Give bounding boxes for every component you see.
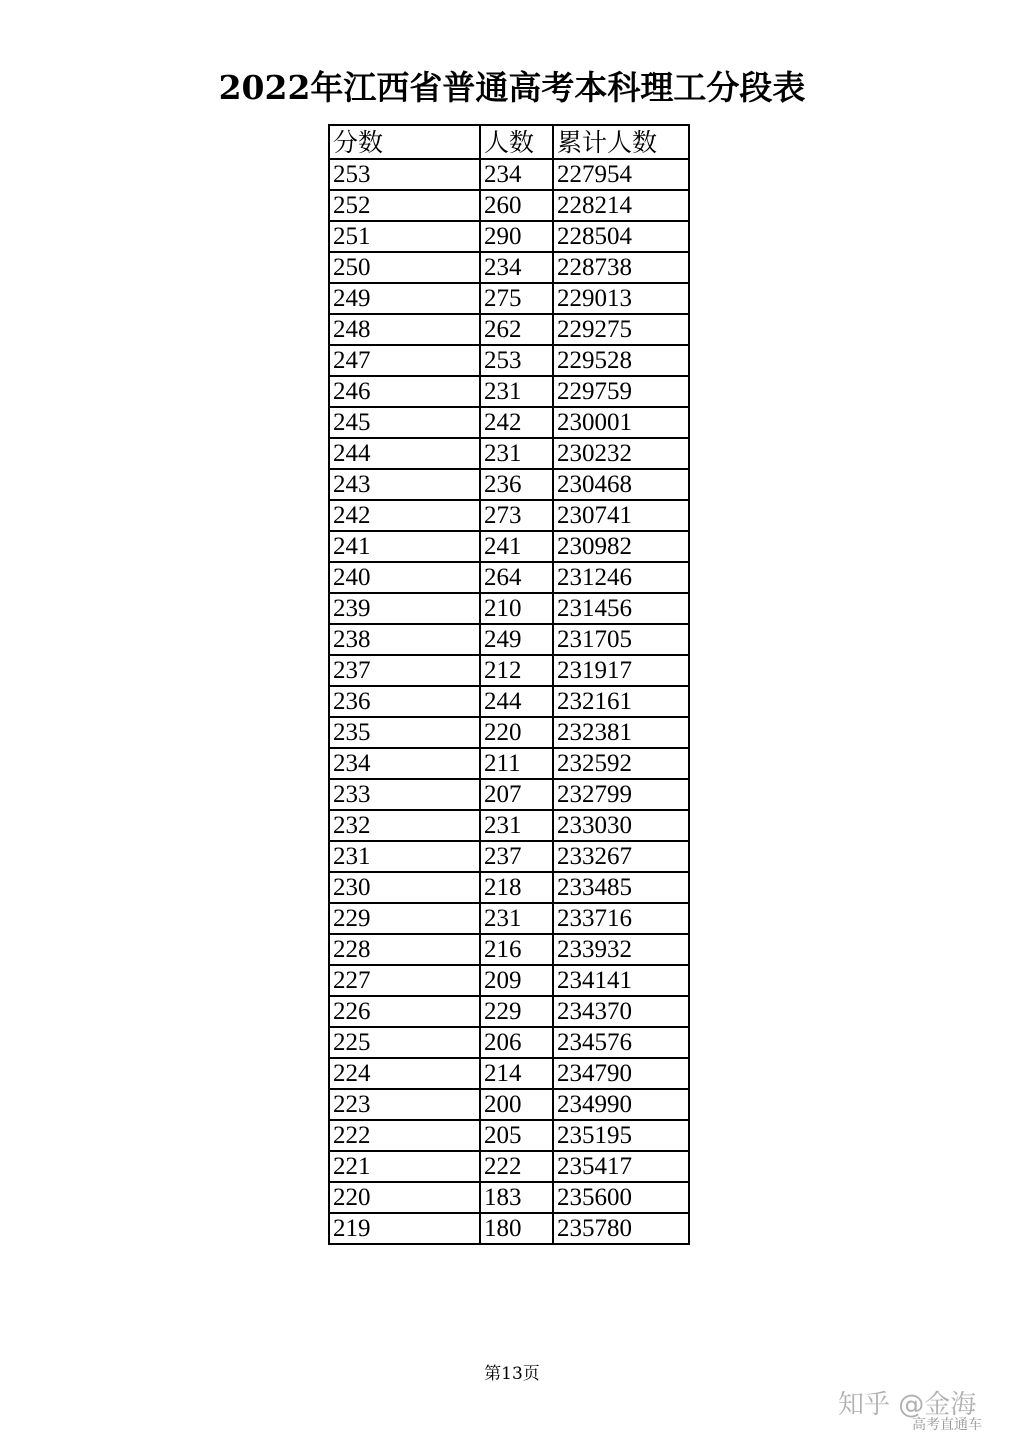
cell-cumulative: 233030 [553,810,689,841]
cell-score: 250 [329,252,480,283]
cell-count: 222 [480,1151,553,1182]
cell-count: 229 [480,996,553,1027]
cell-score: 228 [329,934,480,965]
cell-score: 234 [329,748,480,779]
cell-score: 253 [329,159,480,190]
cell-score: 226 [329,996,480,1027]
cell-cumulative: 232799 [553,779,689,810]
cell-cumulative: 233716 [553,903,689,934]
cell-cumulative: 230232 [553,438,689,469]
cell-cumulative: 231246 [553,562,689,593]
table-row [329,779,689,810]
cell-count: 231 [480,438,553,469]
cell-count: 209 [480,965,553,996]
table-row [329,1089,689,1120]
cell-cumulative: 233485 [553,872,689,903]
table-row [329,965,689,996]
table-row [329,1182,689,1213]
table-row [329,996,689,1027]
table-row [329,376,689,407]
table-row [329,345,689,376]
cell-count: 260 [480,190,553,221]
cell-score: 235 [329,717,480,748]
cell-cumulative: 228504 [553,221,689,252]
page-number: 第13页 [484,1364,540,1384]
cell-score: 229 [329,903,480,934]
table-row [329,314,689,345]
cell-count: 275 [480,283,553,314]
table-row [329,841,689,872]
cell-count: 231 [480,810,553,841]
table-row [329,283,689,314]
header-cumulative: 累计人数 [553,125,689,159]
table-row [329,717,689,748]
cell-cumulative: 234790 [553,1058,689,1089]
cell-cumulative: 235780 [553,1213,689,1244]
cell-score: 240 [329,562,480,593]
cell-count: 234 [480,159,553,190]
cell-score: 238 [329,624,480,655]
cell-cumulative: 232592 [553,748,689,779]
cell-cumulative: 234576 [553,1027,689,1058]
cell-score: 246 [329,376,480,407]
watermark-sub-text: 高考直通车 [912,1417,982,1433]
cell-score: 248 [329,314,480,345]
cell-count: 264 [480,562,553,593]
table-row [329,407,689,438]
cell-count: 207 [480,779,553,810]
cell-count: 210 [480,593,553,624]
cell-cumulative: 235417 [553,1151,689,1182]
table-row [329,748,689,779]
cell-cumulative: 227954 [553,159,689,190]
cell-count: 206 [480,1027,553,1058]
cell-count: 241 [480,531,553,562]
cell-cumulative: 229759 [553,376,689,407]
cell-count: 216 [480,934,553,965]
cell-count: 262 [480,314,553,345]
table-row [329,252,689,283]
cell-count: 220 [480,717,553,748]
cell-cumulative: 235600 [553,1182,689,1213]
cell-count: 211 [480,748,553,779]
cell-score: 224 [329,1058,480,1089]
cell-score: 233 [329,779,480,810]
cell-cumulative: 229013 [553,283,689,314]
cell-count: 273 [480,500,553,531]
cell-score: 242 [329,500,480,531]
table-row [329,438,689,469]
cell-cumulative: 230468 [553,469,689,500]
cell-count: 183 [480,1182,553,1213]
cell-cumulative: 232161 [553,686,689,717]
table-header-row [329,125,689,159]
cell-count: 205 [480,1120,553,1151]
table-row [329,500,689,531]
cell-cumulative: 235195 [553,1120,689,1151]
table-row [329,593,689,624]
cell-cumulative: 233267 [553,841,689,872]
cell-score: 244 [329,438,480,469]
cell-score: 223 [329,1089,480,1120]
table-row [329,872,689,903]
cell-cumulative: 228214 [553,190,689,221]
table-row [329,221,689,252]
cell-score: 249 [329,283,480,314]
cell-cumulative: 231705 [553,624,689,655]
cell-count: 214 [480,1058,553,1089]
table-row [329,159,689,190]
cell-count: 212 [480,655,553,686]
cell-cumulative: 229528 [553,345,689,376]
cell-score: 232 [329,810,480,841]
table-row [329,1027,689,1058]
cell-score: 222 [329,1120,480,1151]
cell-cumulative: 231456 [553,593,689,624]
table-row [329,624,689,655]
cell-cumulative: 230001 [553,407,689,438]
cell-cumulative: 234370 [553,996,689,1027]
table-row [329,1151,689,1182]
cell-count: 234 [480,252,553,283]
cell-score: 227 [329,965,480,996]
table-row [329,469,689,500]
cell-score: 243 [329,469,480,500]
cell-score: 247 [329,345,480,376]
table-row [329,1213,689,1244]
cell-score: 221 [329,1151,480,1182]
cell-score: 219 [329,1213,480,1244]
cell-cumulative: 228738 [553,252,689,283]
cell-cumulative: 234990 [553,1089,689,1120]
cell-score: 225 [329,1027,480,1058]
cell-cumulative: 232381 [553,717,689,748]
cell-count: 231 [480,903,553,934]
cell-score: 236 [329,686,480,717]
header-count: 人数 [480,125,553,159]
cell-count: 200 [480,1089,553,1120]
table-row [329,1120,689,1151]
cell-cumulative: 229275 [553,314,689,345]
cell-score: 230 [329,872,480,903]
cell-count: 253 [480,345,553,376]
cell-score: 251 [329,221,480,252]
cell-score: 245 [329,407,480,438]
table-row [329,190,689,221]
cell-score: 241 [329,531,480,562]
cell-count: 242 [480,407,553,438]
table-row [329,655,689,686]
watermark-main-text: 知乎 @金海 [838,1390,977,1420]
page-title: 2022年江西省普通高考本科理工分段表 [218,68,806,107]
table-row [329,934,689,965]
cell-cumulative: 231917 [553,655,689,686]
table-row [329,562,689,593]
table-body [329,159,689,1244]
table-row [329,1058,689,1089]
cell-count: 244 [480,686,553,717]
table-row [329,810,689,841]
table-row [329,686,689,717]
cell-score: 220 [329,1182,480,1213]
cell-score: 237 [329,655,480,686]
cell-cumulative: 233932 [553,934,689,965]
cell-count: 290 [480,221,553,252]
cell-count: 218 [480,872,553,903]
cell-score: 231 [329,841,480,872]
cell-score: 252 [329,190,480,221]
table-row [329,531,689,562]
cell-score: 239 [329,593,480,624]
cell-cumulative: 234141 [553,965,689,996]
score-table [328,124,690,1245]
cell-cumulative: 230741 [553,500,689,531]
table-row [329,903,689,934]
cell-count: 236 [480,469,553,500]
cell-count: 249 [480,624,553,655]
cell-cumulative: 230982 [553,531,689,562]
watermark [838,1388,1018,1438]
header-score: 分数 [329,125,480,159]
cell-count: 231 [480,376,553,407]
cell-count: 180 [480,1213,553,1244]
cell-count: 237 [480,841,553,872]
